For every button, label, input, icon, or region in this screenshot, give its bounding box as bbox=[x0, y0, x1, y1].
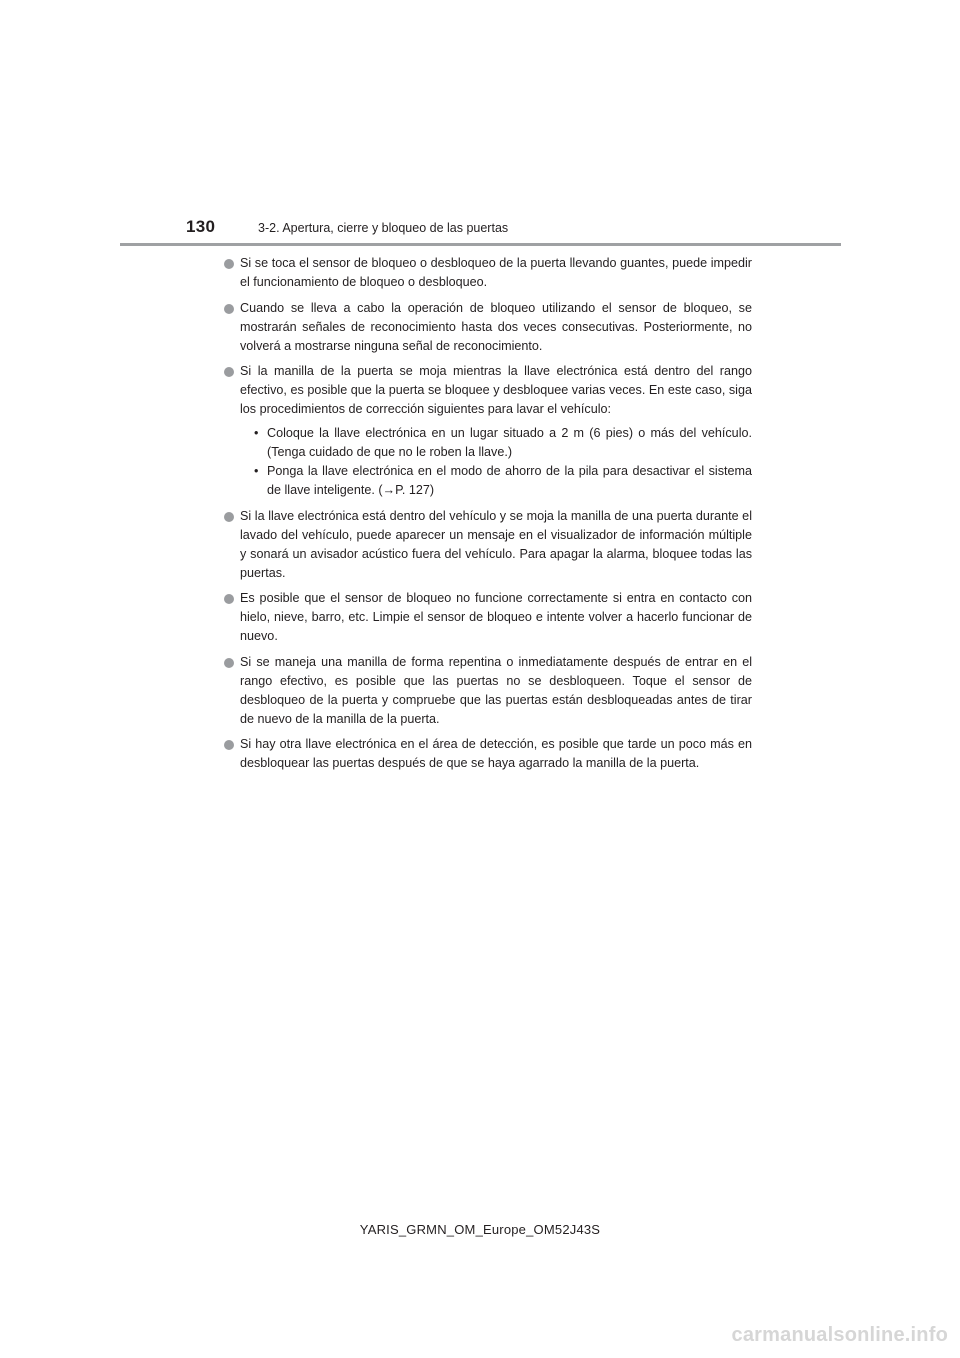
note-item bbox=[224, 254, 752, 292]
bullet-dot-icon bbox=[224, 658, 234, 668]
header-divider bbox=[120, 243, 841, 246]
watermark: carmanualsonline.info bbox=[731, 1324, 948, 1346]
document-code: YARIS_GRMN_OM_Europe_OM52J43S bbox=[359, 1222, 601, 1237]
section-title: 3-2. Apertura, cierre y bloqueo de las puertas bbox=[258, 221, 509, 235]
sub-bullet-icon: • bbox=[254, 464, 259, 478]
page-number: 130 bbox=[186, 217, 216, 236]
bullet-dot-icon bbox=[224, 512, 234, 522]
sub-list bbox=[240, 424, 752, 500]
bullet-dot-icon bbox=[224, 304, 234, 314]
note-item bbox=[224, 653, 752, 729]
note-text: Es posible que el sensor de bloqueo no funcione correctamente si entra en contacto con hielo, nieve, barro, etc. Limpie el sensor de bloqueo e intente volver a hacerlo funcionar de nuevo. bbox=[240, 591, 752, 643]
note-text: Si se maneja una manilla de forma repentina o inmediatamente después de entrar en el rango efectivo, es posible que las puertas no se desbloqueen. Toque el sensor de desbloqueo de la puerta y compruebe que las puertas están desbloqueadas antes de tirar de nuevo de la manilla de la puerta. bbox=[240, 654, 752, 726]
note-item bbox=[224, 507, 752, 583]
note-item bbox=[224, 299, 752, 356]
note-text: Cuando se lleva a cabo la operación de bloqueo utilizando el sensor de bloqueo, se mostrarán señales de reconocimiento hasta dos veces consecutivas. Posteriormente, no volverá a mostrarse ninguna señal de reconocimiento. bbox=[240, 300, 752, 353]
note-item bbox=[224, 589, 752, 646]
sub-item bbox=[252, 462, 752, 500]
sub-item-text: Coloque la llave electrónica en un lugar situado a 2 m (6 pies) o más del vehículo. (Tenga cuidado de que no le roben la llave.) bbox=[267, 426, 752, 459]
bullet-dot-icon bbox=[224, 740, 234, 750]
sub-bullet-icon: • bbox=[254, 426, 259, 440]
sub-item-text: Ponga la llave electrónica en el modo de ahorro de la pila para desactivar el sistema de llave inteligente. (→P. 127) bbox=[267, 464, 752, 497]
note-text: Si la llave electrónica está dentro del vehículo y se moja la manilla de una puerta durante el lavado del vehículo, puede aparecer un mensaje en el visualizador de información múltiple y sonará un avisador acústico fuera del vehículo. Para apagar la alarma, bloquee todas las puertas. bbox=[240, 508, 752, 580]
bullet-dot-icon bbox=[224, 367, 234, 377]
note-text: Si se toca el sensor de bloqueo o desbloqueo de la puerta llevando guantes, puede impedir el funcionamiento de bloqueo o desbloqueo. bbox=[240, 256, 752, 289]
note-text: Si la manilla de la puerta se moja mientras la llave electrónica está dentro del rango efectivo, es posible que la puerta se bloquee y desbloquee varias veces. En este caso, siga los procedimientos de corrección siguientes para lavar el vehículo: bbox=[240, 364, 752, 416]
note-item bbox=[224, 735, 752, 773]
sub-item bbox=[252, 424, 752, 462]
bullet-dot-icon bbox=[224, 259, 234, 269]
notes-list bbox=[224, 254, 752, 780]
bullet-dot-icon bbox=[224, 594, 234, 604]
note-text: Si hay otra llave electrónica en el área de detección, es posible que tarde un poco más en desbloquear las puertas después de que se haya agarrado la manilla de la puerta. bbox=[240, 737, 752, 770]
note-item bbox=[224, 362, 752, 500]
